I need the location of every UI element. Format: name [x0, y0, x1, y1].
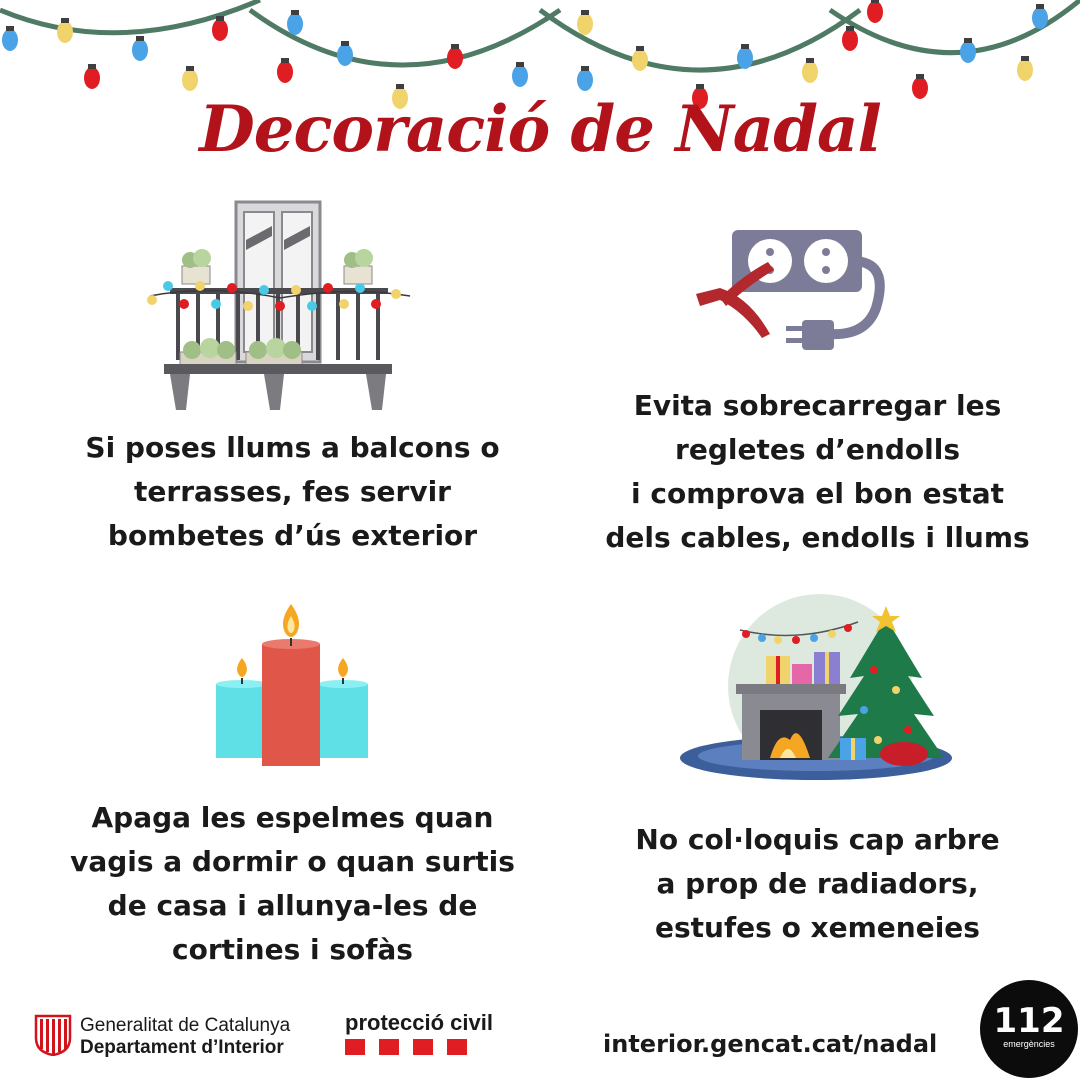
emergency-number: 112	[993, 1001, 1065, 1041]
proteccio-civil-logo-text: protecció civil	[345, 1010, 493, 1035]
garland-bulb-cap	[88, 64, 96, 69]
tip-candles	[40, 796, 545, 972]
proteccio-civil-squares-icon	[345, 1039, 469, 1055]
generalitat-logo-icon	[34, 1014, 72, 1056]
garland-bulb-cap	[291, 10, 299, 15]
garland-bulb	[212, 19, 228, 41]
tip-line: bombetes d’ús exterior	[107, 519, 478, 552]
garland-bulb	[632, 49, 648, 71]
garland-bulb-cap	[871, 0, 879, 3]
tip-line: a prop de radiadors,	[656, 867, 979, 900]
garland-bulb-cap	[581, 66, 589, 71]
tip-line: dels cables, endolls i llums	[605, 521, 1030, 554]
generalitat-credit	[80, 1015, 290, 1059]
garland-bulb	[337, 44, 353, 66]
garland-bulb-cap	[6, 26, 14, 31]
page-title: Decoració de Nadal	[199, 92, 881, 167]
generalitat-name: Generalitat de Catalunya	[80, 1015, 291, 1036]
website-link[interactable]: interior.gencat.cat/nadal	[603, 1030, 938, 1058]
garland-bulb-cap	[846, 26, 854, 31]
emergency-label: emergències	[1003, 1039, 1055, 1049]
garland-bulb-cap	[281, 58, 289, 63]
garland-bulb	[577, 69, 593, 91]
tip-line: vagis a dormir o quan surtis	[70, 845, 515, 878]
garland-bulb	[737, 47, 753, 69]
garland-bulb-cap	[964, 38, 972, 43]
fireplace-tree-icon	[678, 590, 958, 790]
garland-bulb	[132, 39, 148, 61]
garland-bulb-cap	[1036, 4, 1044, 9]
garland-bulb	[802, 61, 818, 83]
tip-line: de casa i allunya-les de	[107, 889, 478, 922]
garland-bulb-cap	[1021, 56, 1029, 61]
balcony-lights-icon	[140, 200, 420, 415]
garland-bulb	[182, 69, 198, 91]
tip-balcony-lights	[40, 426, 545, 558]
garland-bulb	[512, 65, 528, 87]
emergency-112-badge	[980, 980, 1078, 1078]
garland-bulb-cap	[451, 44, 459, 49]
garland-bulb-cap	[696, 84, 704, 89]
garland-bulb	[84, 67, 100, 89]
tip-line: estufes o xemeneies	[655, 911, 980, 944]
tip-line: Apaga les espelmes quan	[91, 801, 494, 834]
garland-bulb-cap	[61, 18, 69, 23]
garland-bulb-cap	[341, 41, 349, 46]
tip-tree-placement	[565, 818, 1070, 950]
garland-bulb	[577, 13, 593, 35]
garland-bulb	[1017, 59, 1033, 81]
garland-bulb	[57, 21, 73, 43]
tip-line: Evita sobrecarregar les	[633, 389, 1002, 422]
garland-bulb-cap	[136, 36, 144, 41]
garland-bulb-cap	[636, 46, 644, 51]
garland-bulb-cap	[916, 74, 924, 79]
tip-line: regletes d’endolls	[675, 433, 960, 466]
garland-bulb	[960, 41, 976, 63]
garland-bulb	[867, 1, 883, 23]
tip-line: cortines i sofàs	[172, 933, 413, 966]
garland-bulb	[2, 29, 18, 51]
garland-bulb-cap	[741, 44, 749, 49]
garland-bulb-cap	[806, 58, 814, 63]
candles-icon	[214, 602, 370, 768]
garland-bulb	[842, 29, 858, 51]
garland-bulb	[287, 13, 303, 35]
garland-bulb-cap	[516, 62, 524, 67]
garland-bulb-cap	[216, 16, 224, 21]
tip-line: terrasses, fes servir	[134, 475, 451, 508]
department-name: Departament d’Interior	[80, 1037, 284, 1058]
power-strip-crossed-icon	[690, 228, 890, 360]
tip-line: Si poses llums a balcons o	[85, 431, 500, 464]
garland-bulb	[277, 61, 293, 83]
tip-power-strips	[565, 384, 1070, 560]
garland-bulb	[447, 47, 463, 69]
garland-bulb	[1032, 7, 1048, 29]
tip-line: No col·loquis cap arbre	[635, 823, 1000, 856]
garland-bulb-cap	[186, 66, 194, 71]
garland-bulb-cap	[396, 84, 404, 89]
garland-bulb-cap	[581, 10, 589, 15]
tip-line: i comprova el bon estat	[631, 477, 1004, 510]
